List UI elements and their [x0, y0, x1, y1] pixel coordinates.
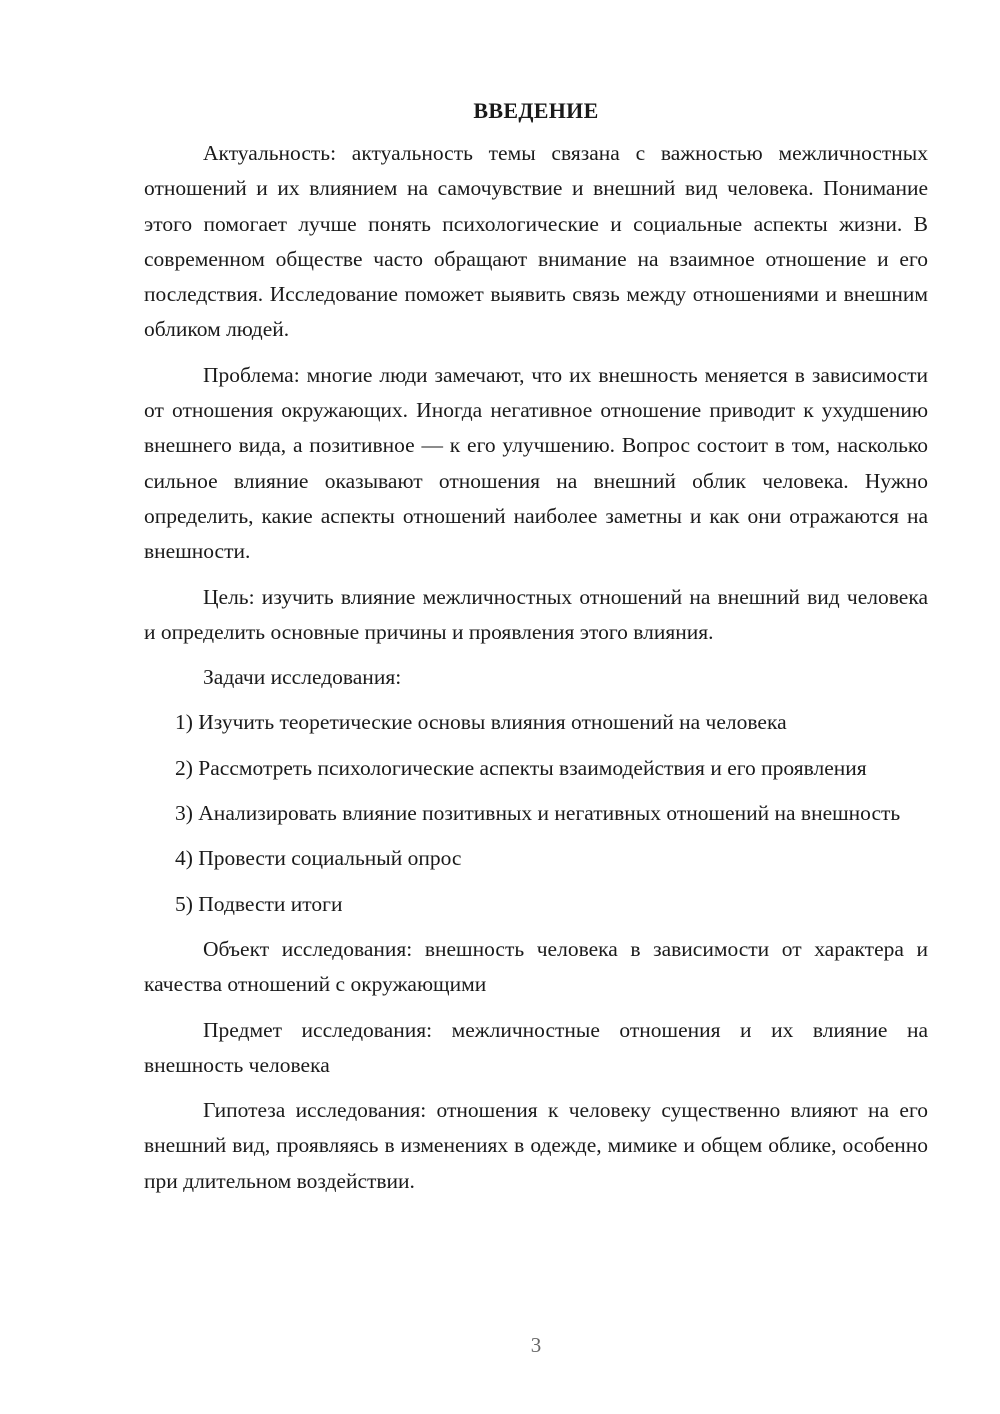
task-list-item: 4) Провести социальный опрос: [175, 846, 462, 871]
task-list-item: 1) Изучить теоретические основы влияния отношений на человека: [175, 710, 787, 735]
paragraph-subject: Предмет исследования: межличностные отношения и их влияние на внешность человека: [144, 1017, 928, 1077]
page-title: ВВЕДЕНИЕ: [473, 98, 599, 123]
paragraph-goal: Цель: изучить влияние межличностных отношений на внешний вид человека и определить основные причины и проявления этого влияния.: [144, 584, 928, 644]
paragraph-relevance: Актуальность: актуальность темы связана с важностью межличностных отношений и их влиянием на самочувствие и внешний вид человека. Понимание этого помогает лучше понять психологические и социальные аспекты жизни. В современном обществе часто обращают внимание на взаимное отношение и его последствия. Исследование поможет выявить связь между отношениями и внешним обликом людей.: [144, 141, 928, 342]
paragraph-tasks-heading: Задачи исследования:: [203, 665, 402, 690]
paragraph-hypothesis: Гипотеза исследования: отношения к человеку существенно влияют на его внешний вид, проявляясь в изменениях в одежде, мимике и общем облике, особенно при длительном воздействии.: [144, 1098, 928, 1193]
task-list-item: 2) Рассмотреть психологические аспекты взаимодействия и его проявления: [175, 755, 867, 780]
page-number: 3: [530, 1333, 542, 1357]
task-list-item: 3) Анализировать влияние позитивных и негативных отношений на внешность: [175, 801, 901, 826]
paragraph-object: Объект исследования: внешность человека в зависимости от характера и качества отношений с окружающими: [144, 936, 928, 997]
document-page: [144, 96, 928, 1209]
task-list-item: 5) Подвести итоги: [175, 891, 343, 916]
paragraph-problem: Проблема: многие люди замечают, что их внешность меняется в зависимости от отношения окружающих. Иногда негативное отношение приводит к ухудшению внешнего вида, а позитивное — к его улучшению. Вопрос состоит в том, насколько сильное влияние оказывают отношения на внешний облик человека. Нужно определить, какие аспекты отношений наиболее заметны и как они отражаются на внешности.: [144, 362, 928, 564]
